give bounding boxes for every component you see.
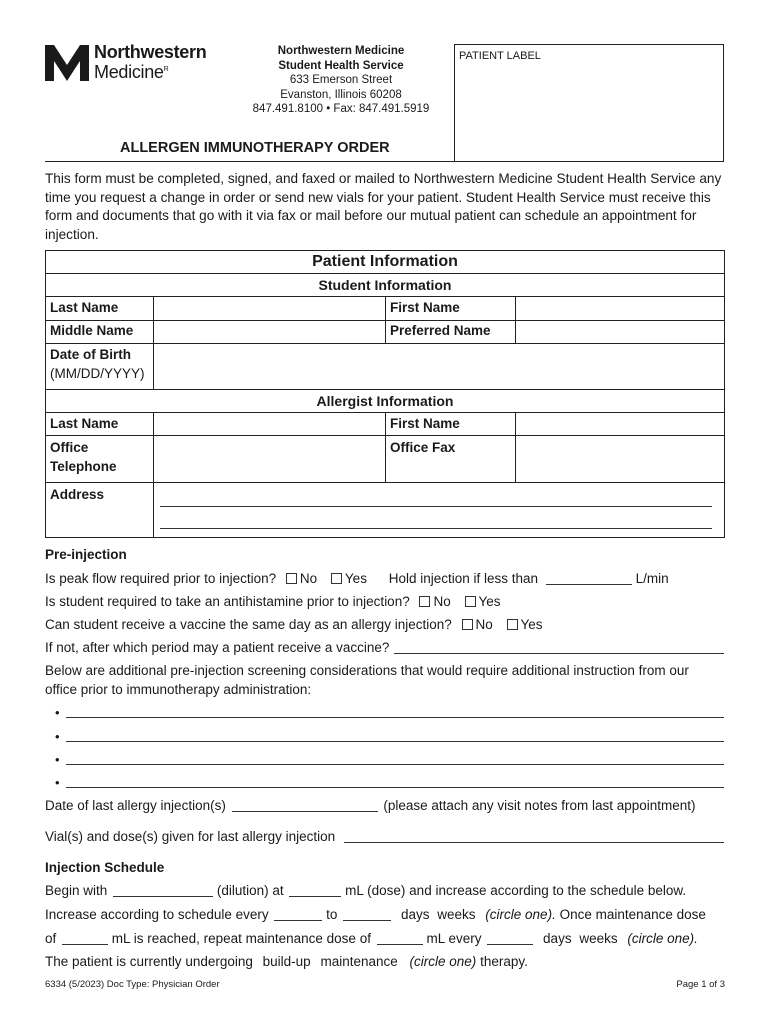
bullet-2: • <box>55 729 60 744</box>
peak-flow-question: Is peak flow required prior to injection? <box>45 571 277 586</box>
last-name-label: Last Name <box>50 300 119 315</box>
vaccine-yes-checkbox[interactable] <box>507 619 518 630</box>
patient-label-text: PATIENT LABEL <box>459 50 541 62</box>
student-info-heading: Student Information <box>318 277 452 293</box>
last-injection-label: Date of last allergy injection(s) <box>45 798 226 813</box>
increase-from-field[interactable] <box>274 909 322 921</box>
title-divider <box>45 161 455 162</box>
ml-reached-label: mL is reached, repeat maintenance dose of <box>111 931 371 946</box>
antihistamine-no-checkbox[interactable] <box>419 596 430 607</box>
therapy-row <box>45 954 528 969</box>
peak-flow-yes-checkbox[interactable] <box>331 573 342 584</box>
peak-flow-row <box>45 571 669 586</box>
bullet-3: • <box>55 752 60 767</box>
weeks-option-2[interactable]: weeks <box>579 931 618 946</box>
phone-fax: 847.491.8100 • Fax: 847.491.5919 <box>252 103 430 115</box>
vials-field[interactable] <box>344 842 724 843</box>
antihistamine-no-label: No <box>433 594 451 609</box>
increase-row <box>45 907 706 922</box>
office-telephone-label-2: Telephone <box>50 459 117 474</box>
dept-name: Student Health Service <box>278 59 404 72</box>
dob-format: (MM/DD/YYYY) <box>50 366 145 381</box>
days-option-1[interactable]: days <box>400 907 430 922</box>
vaccine-no-label: No <box>475 617 493 632</box>
repeat-dose-field[interactable] <box>377 933 423 945</box>
vaccine-question: Can student receive a vaccine the same day as an allergy injection? <box>45 617 452 632</box>
allergist-first-name-label: First Name <box>390 416 460 431</box>
attach-notes-text: (please attach any visit notes from last appointment) <box>383 798 696 813</box>
consideration-line-4[interactable] <box>66 787 724 788</box>
allergist-first-name-field[interactable] <box>516 413 725 435</box>
once-maintenance-label: Once maintenance dose <box>559 907 706 922</box>
last-injection-row <box>45 798 696 813</box>
logo-line-2: Medicine <box>94 62 164 82</box>
middle-name-field[interactable] <box>154 321 385 343</box>
dose-field[interactable] <box>289 885 341 897</box>
currently-label: The patient is currently undergoing <box>45 954 253 969</box>
every-interval-field[interactable] <box>487 933 533 945</box>
circle-one-note-1: (circle one). <box>485 907 556 922</box>
injection-schedule-heading: Injection Schedule <box>45 860 165 875</box>
hold-injection-unit: L/min <box>635 571 669 586</box>
address-line-2[interactable] <box>160 528 712 529</box>
hold-injection-field[interactable] <box>546 573 632 585</box>
dilution-at-label: (dilution) at <box>216 883 284 898</box>
weeks-option-1[interactable]: weeks <box>437 907 476 922</box>
office-telephone-field[interactable] <box>154 436 385 482</box>
allergist-last-name-label: Last Name <box>50 416 119 431</box>
patient-label-box[interactable] <box>454 44 724 162</box>
ml-dose-label: mL (dose) and increase according to the schedule below. <box>345 883 687 898</box>
address-line-1[interactable] <box>160 506 712 507</box>
street: 633 Emerson Street <box>289 74 393 86</box>
increase-label: Increase according to schedule every <box>45 907 269 922</box>
org-name: Northwestern Medicine <box>277 45 405 57</box>
vaccine-no-checkbox[interactable] <box>462 619 473 630</box>
begin-with-label: Begin with <box>45 883 108 898</box>
office-fax-label: Office Fax <box>390 440 456 455</box>
maintenance-row <box>45 931 698 946</box>
peak-flow-no-checkbox[interactable] <box>286 573 297 584</box>
peak-flow-yes-label: Yes <box>344 571 367 586</box>
footer-page-number: Page 1 of 3 <box>676 979 725 990</box>
maintenance-option[interactable]: maintenance <box>320 954 398 969</box>
below-text-2: office prior to immunotherapy administration: <box>45 682 312 697</box>
first-name-field[interactable] <box>516 297 725 320</box>
vaccine-yes-label: Yes <box>520 617 543 632</box>
bullet-4: • <box>55 775 60 790</box>
antihistamine-row <box>45 594 501 609</box>
allergist-info-heading: Allergist Information <box>316 393 454 409</box>
preferred-name-label: Preferred Name <box>390 323 491 338</box>
vaccine-row <box>45 617 543 632</box>
hold-injection-label: Hold injection if less than <box>388 571 539 586</box>
vaccine-period-question: If not, after which period may a patient receive a vaccine? <box>45 640 390 655</box>
days-option-2[interactable]: days <box>543 931 572 946</box>
dilution-field[interactable] <box>113 885 213 897</box>
to-label: to <box>326 907 338 922</box>
ml-every-label: mL every <box>426 931 482 946</box>
last-name-field[interactable] <box>154 297 385 320</box>
circle-one-note-3: (circle one) <box>409 954 477 969</box>
office-telephone-label-1: Office <box>50 440 89 455</box>
northwestern-medicine-logo <box>45 44 206 81</box>
dob-label: Date of Birth <box>50 347 131 362</box>
peak-flow-no-label: No <box>299 571 318 586</box>
registered-mark: R <box>163 66 169 73</box>
footer-doc-info: 6334 (5/2023) Doc Type: Physician Order <box>45 979 220 990</box>
therapy-label: therapy. <box>480 954 528 969</box>
consideration-line-1[interactable] <box>66 717 724 718</box>
nm-logo-mark-icon <box>45 45 89 81</box>
below-text-1: Below are additional pre-injection screening considerations that would require additional instruction from our <box>45 663 689 678</box>
preferred-name-field[interactable] <box>516 321 725 343</box>
city: Evanston, Illinois 60208 <box>280 88 402 101</box>
address-block <box>230 44 452 117</box>
of-label: of <box>45 931 57 946</box>
logo-line-1: Northwestern <box>94 42 207 62</box>
form-title: ALLERGEN IMMUNOTHERAPY ORDER <box>120 140 390 156</box>
patient-information-table <box>45 250 725 538</box>
circle-one-note-2: (circle one). <box>627 931 698 946</box>
address-label: Address <box>50 487 105 502</box>
pre-injection-heading: Pre-injection <box>45 547 127 562</box>
table-heading: Patient Information <box>312 253 458 270</box>
increase-to-field[interactable] <box>343 909 391 921</box>
antihistamine-question: Is student required to take an antihistamine prior to injection? <box>45 594 410 609</box>
maintenance-dose-field[interactable] <box>62 933 108 945</box>
first-name-label: First Name <box>390 300 460 315</box>
consideration-line-2[interactable] <box>66 741 724 742</box>
antihistamine-yes-label: Yes <box>478 594 501 609</box>
dob-field[interactable] <box>154 344 725 389</box>
antihistamine-yes-checkbox[interactable] <box>465 596 476 607</box>
office-fax-field[interactable] <box>516 436 725 482</box>
vaccine-period-field[interactable] <box>394 653 724 654</box>
intro-paragraph: This form must be completed, signed, and faxed or mailed to Northwestern Medicine Student Health Service any time you request a change in order or send new vials for your patient. Student Health Service must receive this form and documents that go with it via fax or mail before our mutual patient can schedule an appointment for injection. <box>45 171 722 242</box>
begin-row <box>45 883 686 898</box>
consideration-line-3[interactable] <box>66 764 724 765</box>
middle-name-label: Middle Name <box>50 323 134 338</box>
allergist-last-name-field[interactable] <box>154 413 385 435</box>
buildup-option[interactable]: build-up <box>262 954 311 969</box>
vials-label: Vial(s) and dose(s) given for last allergy injection <box>45 829 336 844</box>
last-injection-date-field[interactable] <box>232 800 378 812</box>
bullet-1: • <box>55 705 60 720</box>
